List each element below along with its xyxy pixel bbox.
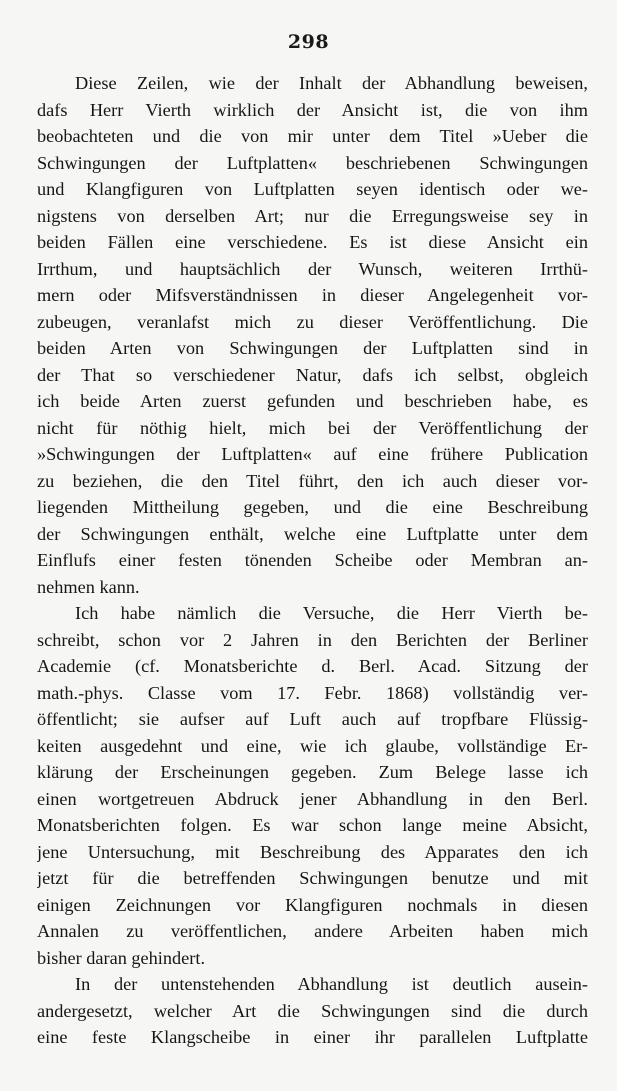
text-line: zu beziehen, die den Titel führt, den ich auch dieser vor- xyxy=(37,470,588,491)
text-line: ich beide Arten zuerst gefunden und beschrieben habe, es xyxy=(37,391,588,411)
text-line: nicht für nöthig hielt, mich bei der Veröffentlichung der xyxy=(37,417,588,438)
text-line: der Schwingungen enthält, welche eine Luftplatte unter dem xyxy=(37,523,588,544)
text-line: Annalen zu veröffentlichen, andere Arbeiten haben mich xyxy=(37,921,588,941)
text-line: Schwingungen der Luftplatten« beschriebenen Schwingungen xyxy=(37,152,588,173)
text-line: beobachteten und die von mir unter dem Titel »Ueber die xyxy=(37,126,588,146)
text-line: schreibt, schon vor 2 Jahren in den Berichten der Berliner xyxy=(37,629,588,650)
text-line: und Klangfiguren von Luftplatten seyen identisch oder we- xyxy=(37,179,588,199)
text-line: zubeugen, veranlafst mich zu dieser Veröffentlichung. Die xyxy=(37,311,588,332)
text-line: Einflufs einer festen tönenden Scheibe oder Membran an- xyxy=(37,550,588,570)
text-line: Academie (cf. Monatsberichte d. Berl. Acad. Sitzung der xyxy=(37,656,588,676)
text-line: der That so verschiedener Natur, dafs ich selbst, obgleich xyxy=(37,364,588,385)
text-line: Monatsberichten folgen. Es war schon lange meine Absicht, xyxy=(37,815,588,835)
text-line: einigen Zeichnungen vor Klangfiguren nochmals in diesen xyxy=(37,894,588,915)
text-line: jene Untersuchung, mit Beschreibung des Apparates den ich xyxy=(37,841,588,862)
text-line: »Schwingungen der Luftplatten« auf eine frühere Publication xyxy=(37,444,588,464)
text-line: mern oder Mifsverständnissen in dieser Angelegenheit vor- xyxy=(37,285,588,305)
text-line: dafs Herr Vierth wirklich der Ansicht ist, die von ihm xyxy=(37,99,588,120)
text-line: Diese Zeilen, wie der Inhalt der Abhandlung beweisen, xyxy=(75,73,588,93)
text-line: Irrthum, und hauptsächlich der Wunsch, weiteren Irrthü- xyxy=(37,258,588,279)
text-line: Ich habe nämlich die Versuche, die Herr Vierth be- xyxy=(75,603,588,623)
text-line: klärung der Erscheinungen gegeben. Zum Belege lasse ich xyxy=(37,762,588,782)
text-line: jetzt für die betreffenden Schwingungen benutze und mit xyxy=(37,868,588,888)
text-line: öffentlicht; sie aufser auf Luft auch auf tropfbare Flüssig- xyxy=(37,709,588,729)
text-line: math.-phys. Classe vom 17. Febr. 1868) vollständig ver- xyxy=(37,682,588,703)
text-line: beiden Arten von Schwingungen der Luftplatten sind in xyxy=(37,338,588,358)
text-line: nehmen kann. xyxy=(37,576,140,597)
text-line: einen wortgetreuen Abdruck jener Abhandlung in den Berl. xyxy=(37,788,588,809)
text-line: nigstens von derselben Art; nur die Erregungsweise sey in xyxy=(37,205,588,226)
text-line: eine feste Klangscheibe in einer ihr parallelen Luftplatte xyxy=(37,1027,588,1047)
text-line: andergesetzt, welcher Art die Schwingungen sind die durch xyxy=(37,1000,588,1021)
page-number: 298 xyxy=(287,31,330,53)
text-line: liegenden Mittheilung gegeben, und die eine Beschreibung xyxy=(37,497,588,517)
text-line: In der untenstehenden Abhandlung ist deutlich ausein- xyxy=(75,974,588,994)
text-line: bisher daran gehindert. xyxy=(37,947,206,968)
text-line: beiden Fällen eine verschiedene. Es ist diese Ansicht ein xyxy=(37,232,588,252)
body-text xyxy=(37,70,588,1051)
text-line: keiten ausgedehnt und eine, wie ich glaube, vollständige Er- xyxy=(37,735,588,756)
